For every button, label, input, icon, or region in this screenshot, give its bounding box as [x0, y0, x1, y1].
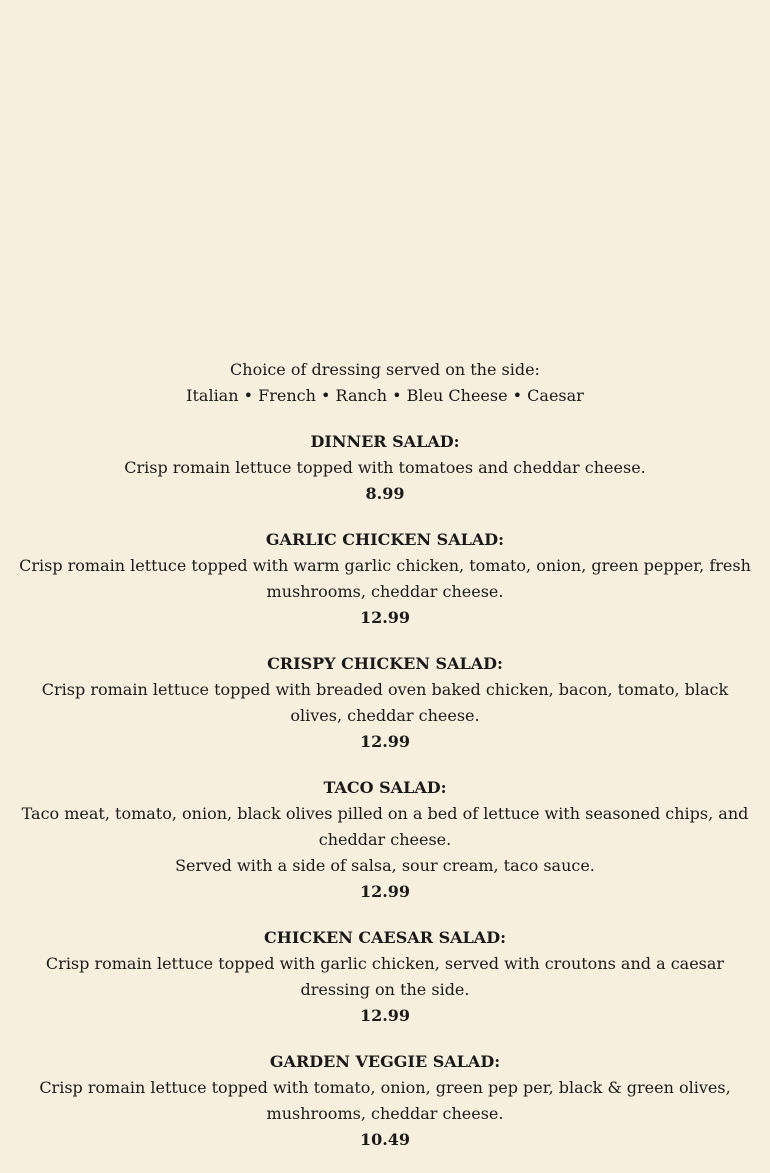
item-price: 12.99: [359, 608, 411, 627]
dressing-section: [0, 357, 770, 409]
item-name: TACO SALAD:: [323, 778, 447, 797]
menu-item-garden-veggie-salad: [0, 1049, 770, 1153]
item-description: Taco meat, tomato, onion, black olives pilled on a bed of lettuce with seasoned chips, and cheddar cheese.: [21, 804, 749, 849]
menu-item-taco-salad: [0, 775, 770, 905]
item-description: Crisp romain lettuce topped with breaded oven baked chicken, bacon, tomato, black olives, cheddar cheese.: [41, 680, 729, 725]
menu-item-dinner-salad: [0, 429, 770, 507]
item-description: Crisp romain lettuce topped with warm garlic chicken, tomato, onion, green pepper, fresh mushrooms, cheddar cheese.: [19, 556, 751, 601]
item-name: DINNER SALAD:: [310, 432, 460, 451]
item-name: CRISPY CHICKEN SALAD:: [267, 654, 503, 673]
item-extra-note: Served with a side of salsa, sour cream, taco sauce.: [175, 856, 595, 875]
item-description: Crisp romain lettuce topped with tomato, onion, green pep per, black & green olives, mushrooms, cheddar cheese.: [39, 1078, 731, 1123]
menu-item-crispy-chicken-salad: [0, 651, 770, 755]
item-price: 10.49: [359, 1130, 411, 1149]
dressing-options: Italian • French • Ranch • Bleu Cheese • Caesar: [186, 386, 584, 405]
dressing-heading: Choice of dressing served on the side:: [230, 360, 540, 379]
item-price: 12.99: [359, 732, 411, 751]
item-name: GARLIC CHICKEN SALAD:: [265, 530, 505, 549]
item-description: Crisp romain lettuce topped with tomatoes and cheddar cheese.: [124, 458, 646, 477]
salad-menu: [0, 357, 770, 1173]
item-price: 12.99: [359, 882, 411, 901]
item-price: 8.99: [365, 484, 405, 503]
item-description: Crisp romain lettuce topped with garlic chicken, served with croutons and a caesar dressing on the side.: [45, 954, 725, 999]
item-name: GARDEN VEGGIE SALAD:: [269, 1052, 501, 1071]
menu-item-garlic-chicken-salad: [0, 527, 770, 631]
menu-item-chicken-caesar-salad: [0, 925, 770, 1029]
item-price: 12.99: [359, 1006, 411, 1025]
item-name: CHICKEN CAESAR SALAD:: [264, 928, 506, 947]
